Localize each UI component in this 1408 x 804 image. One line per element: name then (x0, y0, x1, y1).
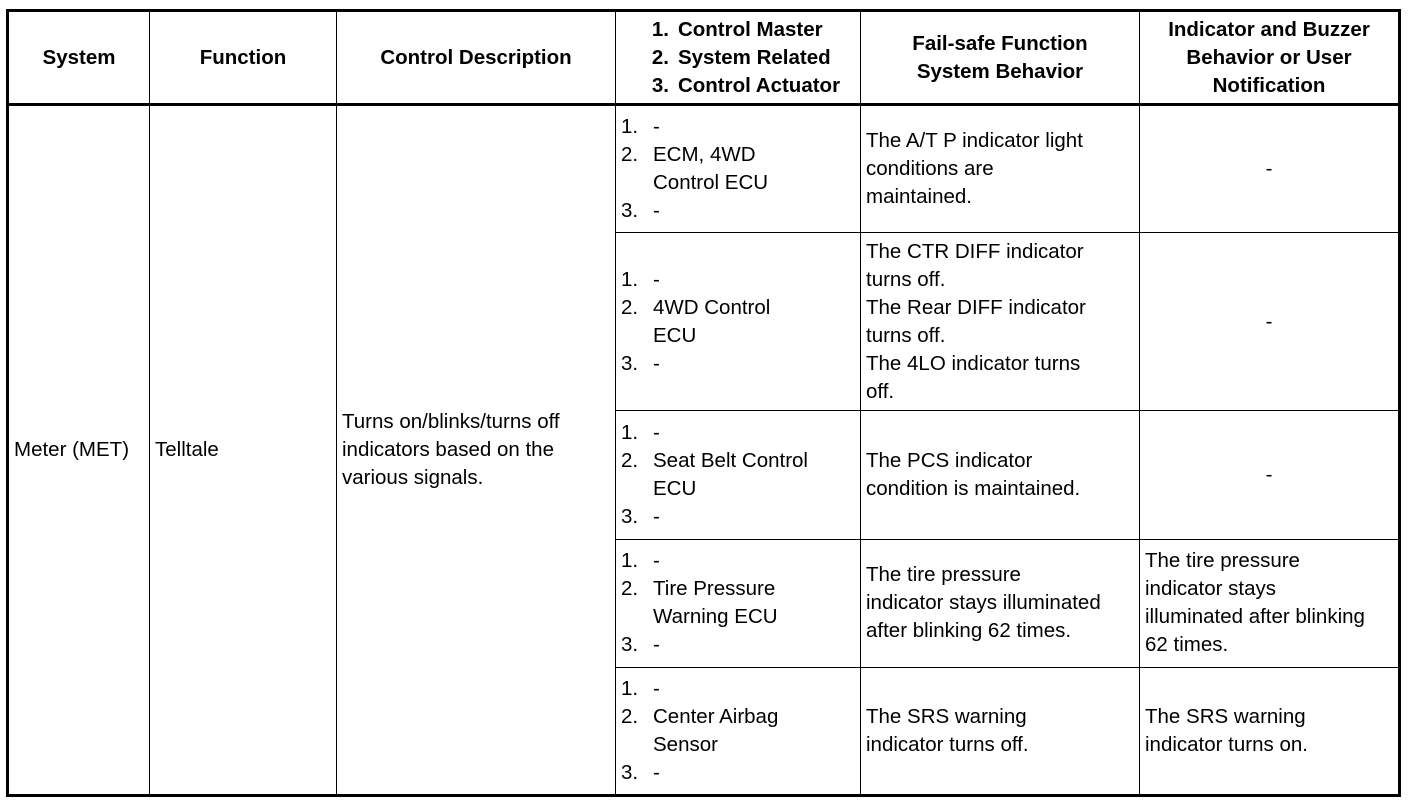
cell-indicator: The tire pressure indicator stays illuminated after blinking 62 times. (1140, 539, 1400, 667)
header-indicator: Indicator and Buzzer Behavior or User Notification (1140, 11, 1400, 105)
related-list: 1. - 2. ECM, 4WD Control ECU 3. - (621, 115, 769, 223)
table-header (8, 11, 1400, 105)
cell-function: Telltale (150, 105, 337, 796)
cell-failsafe: The CTR DIFF indicator turns off. The Rear DIFF indicator turns off. The 4LO indicator turns off. (861, 233, 1140, 411)
related-list: 1. - 2. Seat Belt Control ECU 3. - (621, 421, 808, 528)
header-control-description: Control Description (337, 11, 616, 105)
header-control-master (616, 11, 861, 105)
header-system: System (8, 11, 150, 105)
cell-indicator: - (1140, 105, 1400, 233)
header-control-master-item: 2. System Related (651, 45, 831, 69)
cell-failsafe: The tire pressure indicator stays illuminated after blinking 62 times. (861, 539, 1140, 667)
header-failsafe: Fail-safe Function System Behavior (861, 11, 1140, 105)
table-body (8, 105, 1400, 796)
cell-related (616, 233, 861, 411)
cell-failsafe: The PCS indicator condition is maintained. (861, 411, 1140, 539)
cell-indicator: - (1140, 233, 1400, 411)
cell-failsafe: The SRS warning indicator turns off. (861, 667, 1140, 795)
cell-related (616, 411, 861, 539)
header-control-master-list (636, 16, 840, 100)
cell-indicator: - (1140, 411, 1400, 539)
header-function: Function (150, 11, 337, 105)
header-control-master-item: 1. Control Master (651, 17, 823, 41)
related-list: 1. - 2. Center Airbag Sensor 3. - (621, 676, 779, 784)
related-list: 1. - 2. 4WD Control ECU 3. - (621, 267, 771, 375)
cell-related (616, 105, 861, 233)
header-control-master-item: 3. Control Actuator (651, 73, 841, 97)
table-row (8, 105, 1400, 233)
failsafe-spec-table (6, 9, 1401, 797)
related-list: 1. - 2. Tire Pressure Warning ECU 3. - (621, 549, 778, 657)
cell-failsafe: The A/T P indicator light conditions are maintained. (861, 105, 1140, 233)
cell-indicator: The SRS warning indicator turns on. (1140, 667, 1400, 795)
cell-related (616, 539, 861, 667)
cell-system: Meter (MET) (8, 105, 150, 796)
cell-control-description: Turns on/blinks/turns off indicators based on the various signals. (337, 105, 616, 796)
cell-related (616, 667, 861, 795)
header-row (8, 11, 1400, 105)
